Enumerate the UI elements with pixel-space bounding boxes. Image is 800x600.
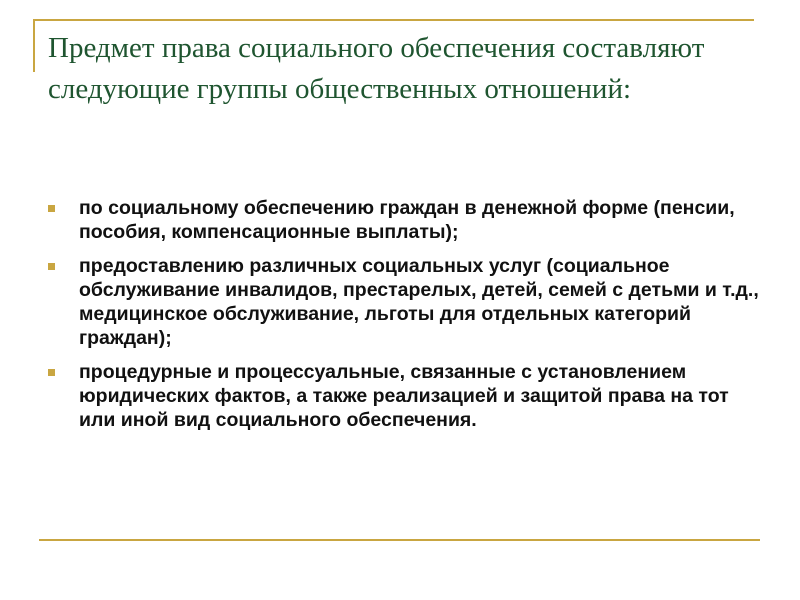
- bullet-item: [48, 254, 760, 350]
- bullet-item: [48, 360, 760, 432]
- square-bullet-icon: [48, 205, 55, 212]
- square-bullet-icon: [48, 263, 55, 270]
- left-accent-rule: [33, 19, 35, 72]
- top-rule: [33, 19, 754, 21]
- bullet-item: [48, 196, 760, 244]
- bullet-text: по социальному обеспечению граждан в денежной форме (пенсии, пособия, компенсационные выплаты);: [79, 197, 735, 243]
- bullet-text: предоставлению различных социальных услуг (социальное обслуживание инвалидов, престарелых, детей, семей с детьми и т.д., медицинское обслуживание, льготы для отдельных категорий граждан);: [79, 255, 759, 349]
- square-bullet-icon: [48, 369, 55, 376]
- bullet-list: [48, 196, 760, 442]
- slide-title: Предмет права социального обеспечения составляют следующие группы общественных отношений:: [48, 32, 705, 105]
- bullet-text: процедурные и процессуальные, связанные с установлением юридических фактов, а также реализацией и защитой права на тот или иной вид социального обеспечения.: [79, 361, 729, 431]
- bottom-rule: [39, 539, 760, 541]
